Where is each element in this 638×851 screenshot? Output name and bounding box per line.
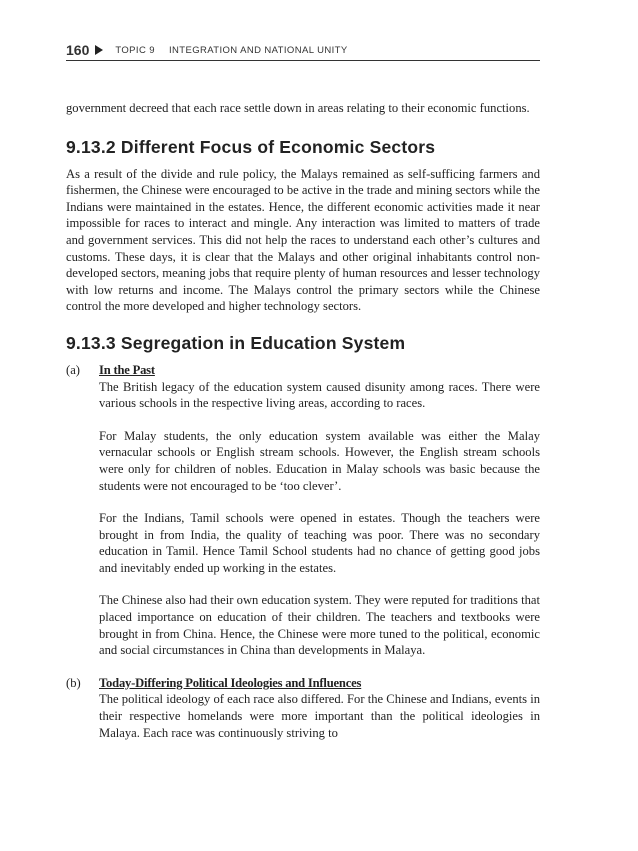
list-label-b: (b) [66,675,81,690]
page-content [66,100,540,741]
paragraph-a3: For the Indians, Tamil schools were opened in estates. Though the teachers were brought in from India, the quality of teaching was poor. There was no secondary education in Tamil. Hence Tamil School students had no chance of getting good jobs and inevitably ended up working in the estates. [99,511,540,575]
header-title: INTEGRATION AND NATIONAL UNITY [168,44,348,56]
header-topic: TOPIC 9 [115,44,155,56]
section-heading-education-segregation: 9.13.3 Segregation in Education System [66,332,406,353]
subheading-political-ideologies: Today-Differing Political Ideologies and Influences [99,675,362,690]
list-item-a [66,362,540,659]
page-number: 160 [66,42,90,58]
economic-sectors-paragraph: As a result of the divide and rule policy, the Malays remained as self-sufficing farmers and fishermen, the Chinese were encouraged to be active in the trade and mining sectors while the Indians were maintained in the estates. Hence, the different economic activities made it near impossible for races to interact and mingle. Any interaction was limited to matters of trade and government services. This did not help the races to understand each other’s cultures and customs. These days, it is clear that the Malays and other original inhabitants control non-developed sectors, meaning jobs that require plenty of human resources and lesser technology with low returns and income. The Malays control the primary sectors while the Chinese control the more developed and higher technology sectors. [66,166,540,314]
paragraph-a2: For Malay students, the only education system available was either the Malay vernacular schools or English stream schools. However, the English stream schools were only for children of nobles. Education in Malay schools was basic because the students were not encouraged to be ‘too clever’. [99,428,540,493]
paragraph-a4: The Chinese also had their own education system. They were reputed for traditions that placed importance on education of their children. The teachers and textbooks were brought in from China. Hence, the Chinese were more tuned to the political, economic and social circumstances in China than developments in Malaya. [99,593,540,658]
paragraph-b1: The political ideology of each race also differed. For the Chinese and Indians, events in their respective homelands were more important than the political ideologies in Malaya. Each race was continuously striving to [99,692,540,740]
list-item-b [66,675,540,741]
paragraph-a1: The British legacy of the education system caused disunity among races. There were various schools in the respective living areas, according to races. [99,379,540,411]
section-heading-economic-sectors: 9.13.2 Different Focus of Economic Sectors [66,136,436,157]
list-label-a: (a) [66,362,80,377]
running-header [66,40,540,61]
intro-paragraph: government decreed that each race settle down in areas relating to their economic functions. [66,101,530,115]
arrow-right-icon [95,45,103,55]
subheading-in-the-past: In the Past [99,362,155,377]
